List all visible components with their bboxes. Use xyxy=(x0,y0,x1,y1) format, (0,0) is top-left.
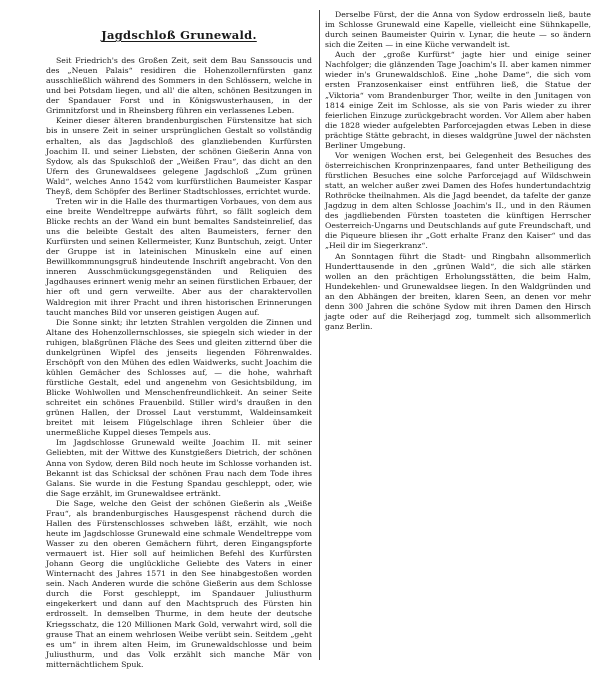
paragraph: Im Jagdschlosse Grunewald weilte Joachim II. mit seiner Geliebten, mit der Wittwe des Kunstgießers Dietrich, der schönen Anna von Sydow, deren Bild noch heute im Schlosse vorhanden ist. Bekannt ist das Schicksal der schönen Frau nach dem Tode ihres Galans. Sie wurde in die Festung Spandau geschleppt, oder, wie die Sage erzählt, im Grunewaldsee ertränkt. xyxy=(46,438,312,498)
article-title xyxy=(46,28,312,42)
paragraph: Vor wenigen Wochen erst, bei Gelegenheit des Besuches des österreichischen Kronprinzenpaares, fand unter Betheiligung des fürstlichen Besuches eine solche Parforcejagd auf Wildschwein statt, an welcher außer zwei Damen des Hofes hundertundachtzig Rothröcke theilnahmen. Als die Jagd beendet, da tafelte der ganze Jagdzug in dem alten Schlosse Joachim's II., und in den Räumen des jagdliebenden Fürsten toasteten die künftigen Herrscher Oesterreich-Ungarns und Deutschlands auf gute Freundschaft, und die Piqueure bliesen ihr „Gott erhalte Franz den Kaiser“ und das „Heil dir im Siegerkranz“. xyxy=(325,150,591,251)
left-column xyxy=(46,10,312,670)
column-divider xyxy=(319,10,320,660)
right-column xyxy=(325,10,591,332)
article-title-text: Jagdschloß Grunewald. xyxy=(101,28,257,42)
paragraph: Die Sonne sinkt; ihr letzten Strahlen vergolden die Zinnen und Altane des Hohenzollernschlosses, sie spiegeln sich wieder in der ruhigen, blaßgrünen Fläche des Sees und gleiten zitternd über die dunkelgrünen Wipfel des jenseits liegenden Föhrenwaldes. Erschöpft von den Mühen des edlen Waidwerks, sucht Joachim die kühlen Gemächer des Schlosses auf, — die hohe, wahrhaft fürstliche Gestalt, edel und angenehm von Gesichtsbildung, im Blicke Wohlwollen und Menschenfreundlichkeit. An seiner Seite schreitet ein schönes Frauenbild. Stiller wird's draußen in den grünen Hallen, der Drossel Laut verstummt, Waldeinsamkeit breitet mit leisem Flügelschlage ihren Schleier über die unermeßliche Kuppel dieses Tempels aus. xyxy=(46,317,312,438)
paragraph: Keiner dieser älteren brandenburgischen Fürstensitze hat sich bis in unsere Zeit in seiner ursprünglichen Gestalt so vollständig erhalten, als das Jagdschloß des glanzliebenden Kurfürsten Joachim II. und seiner Liebsten, der schönen Gießerin Anna von Sydow, als das Spukschloß der „Weißen Frau“, das dicht an den Ufern des Grunewaldsees gelegene Jagdschloß „Zum grünen Wald“, welches Anno 1542 vom kurfürstlichen Baumeister Kaspar Theyß, dem Schöpfer des Berliner Stadtschlosses, errichtet wurde. xyxy=(46,116,312,196)
paragraph: Derselbe Fürst, der die Anna von Sydow erdrosseln ließ, baute im Schlosse Grunewald eine Kapelle, vielleicht eine Sühnkapelle, durch seinen Baumeister Quirin v. Lynar, die heute — so ändern sich die Zeiten — in eine Küche verwandelt ist. xyxy=(325,10,591,50)
paragraph: Die Sage, welche den Geist der schönen Gießerin als „Weiße Frau“, als brandenburgisches Hausgespenst rächend durch die Hallen des Fürstenschlosses schweben läßt, erzählt, wie noch heute im Jagdschlosse Grunewald eine schmale Wendeltreppe vom Wasser zu den oberen Gemächern führt, deren Eingangspforte vermauert ist. Hier soll auf heimlichen Befehl des Kurfürsten Johann Georg die unglückliche Geliebte des Vaters in einer Winternacht des Jahres 1571 in den See hinabgestoßen worden sein. Nach Anderen wurde die schöne Gießerin aus dem Schlosse durch die Forst geschleppt, im Spandauer Juliusthurm eingekerkert und dann auf den Machtspruch des Fürsten hin erdrosselt. In demselben Thurme, in dem heute der deutsche Kriegsschatz, die 120 Millionen Mark Gold, verwahrt wird, soll die grause That an einem wehrlosen Weibe verübt sein. Seitdem „geht es um“ in ihrem alten Heim, im Grunewaldschlosse und beim Juliusthurm, und das Volk erzählt sich manche Mär von mitternächtlichem Spuk. xyxy=(46,498,312,669)
paragraph: An Sonntagen führt die Stadt- und Ringbahn allsommerlich Hunderttausende in den „grünen Wald“, die sich alle stärken wollen an den prächtigen Erholungsstätten, die beim Halm, Hundekehlen- und Grunewaldsee liegen. In den Waldgründen und an den Abhängen der breiten, klaren Seen, an denen vor mehr denn 300 Jahren die schöne Sydow mit ihren Damen den Hirsch jagte oder auf die Reiherjagd zog, tummelt sich allsommerlich ganz Berlin. xyxy=(325,251,591,331)
paragraph: Seit Friedrich's des Großen Zeit, seit dem Bau Sanssoucis und des „Neuen Palais“ residiren die Hohenzollernfürsten ganz ausschließlich während des Sommers in den Schlössern, welche in und bei Potsdam liegen, und all' die alten, schönen Besitzungen in der Spandauer Forst und in Königswusterhausen, in der Grimnitzforst und in Rheinsberg führen ein verlassenes Leben. xyxy=(46,56,312,116)
paragraph: Treten wir in die Halle des thurmartigen Vorbaues, von dem aus eine breite Wendeltreppe aufwärts führt, so fällt sogleich dem Blicke rechts an der Wand ein bunt bemaltes Sandsteinrelief, das uns die beleibte Gestalt des alten Baumeisters, ferner den Kurfürsten und seinen Kellermeister, Kunz Buntschuh, zeigt. Unter der Gruppe ist in lateinischen Minuskeln eine auf einen Bewillkommnungsgruß hindeutende Inschrift angebracht. Von den inneren Ausschmückungsgegenständen und Reliquien des Jagdhauses erinnert wenig mehr an seinen fürstlichen Erbauer, der hier oft und gern verweilte. Aber aus der charaktervollen Waldregion mit ihrer Pracht und ihren historischen Erinnerungen taucht manches Bild vor unseren geistigen Augen auf. xyxy=(46,196,312,317)
paragraph: Auch der „große Kurfürst“ jagte hier und einige seiner Nachfolger; die glänzenden Tage Joachim's II. aber kamen nimmer wieder in's Grunewaldschloß. Eine „hohe Dame“, die sich vom ersten Franzosenkaiser einst entführen ließ, die Statue der „Viktoria“ vom Brandenburger Thor, weilte in den Junitagen von 1814 einige Zeit im Schlosse, als sie von Paris wieder zu ihrer feierlichen Einzuge zurückgebracht worden. Vor Allem aber haben die 1828 wieder aufgelebten Parforcejagden etwas Leben in diese prächtige Stätte gebracht, in dieses waldgrüne Juwel der nächsten Berliner Umgebung. xyxy=(325,50,591,150)
